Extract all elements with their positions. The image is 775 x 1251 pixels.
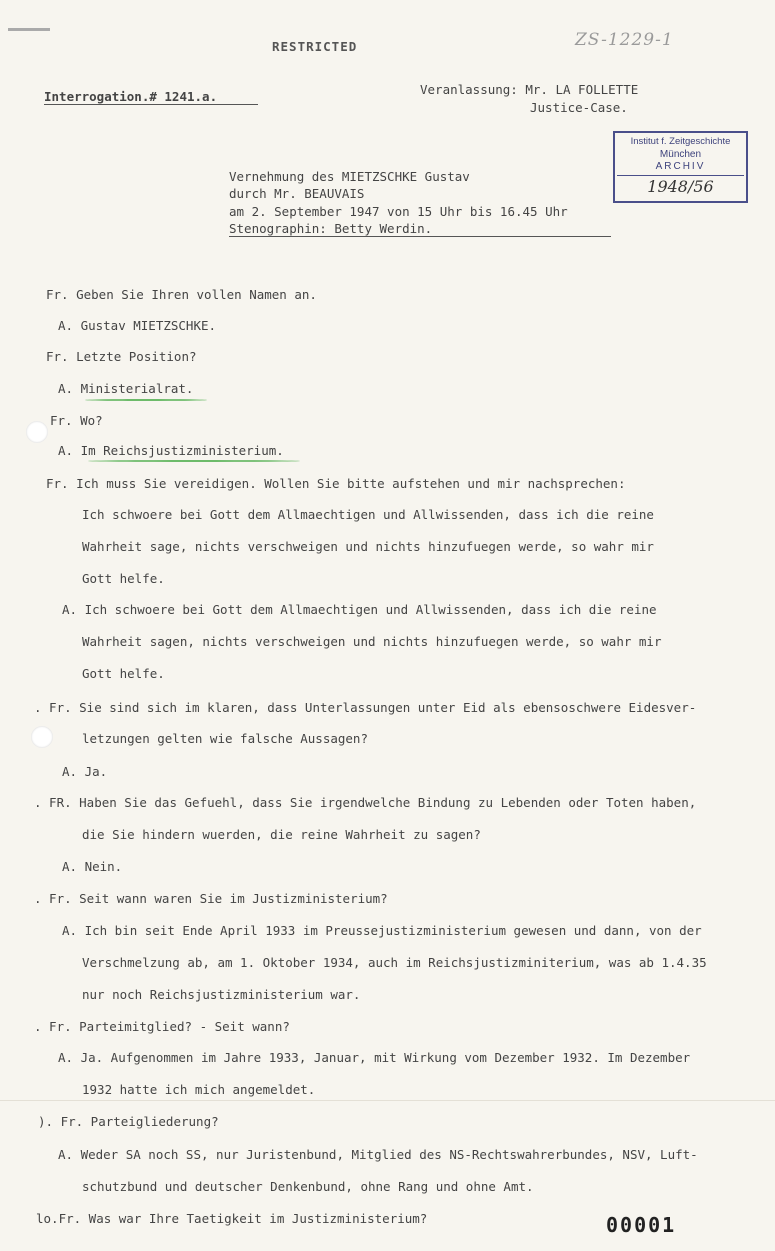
interrogation-underline (44, 104, 258, 105)
text-line: Fr. Ich muss Sie vereidigen. Wollen Sie bitte aufstehen und mir nachsprechen: (46, 476, 626, 491)
text-line: . Fr. Sie sind sich im klaren, dass Unterlassungen unter Eid als ebensoschwere Eidesver- (34, 700, 697, 715)
text-line: A. Ja. Aufgenommen im Jahre 1933, Januar, mit Wirkung vom Dezember 1932. Im Dezember (58, 1050, 691, 1065)
text-line: . Fr. Seit wann waren Sie im Justizministerium? (34, 891, 388, 906)
text-line: Fr. Geben Sie Ihren vollen Namen an. (46, 287, 317, 302)
stamp-institute: Institut f. Zeitgeschichte (630, 136, 731, 147)
text-line: die Sie hindern wuerden, die reine Wahrheit zu sagen? (82, 827, 481, 842)
text-line: Wahrheit sage, nichts verschweigen und nichts hinzufuegen werde, so wahr mir (82, 539, 654, 554)
archive-number: ZS-1229-1 (575, 30, 674, 50)
text-line: . Fr. Parteimitglied? - Seit wann? (34, 1019, 290, 1034)
text-line: Ich schwoere bei Gott dem Allmaechtigen und Allwissenden, dass ich die reine (82, 507, 654, 522)
page-number: 00001 (606, 1213, 677, 1237)
title-line-3: am 2. September 1947 von 15 Uhr bis 16.45 Uhr (229, 204, 568, 219)
title-underline (229, 236, 611, 237)
text-line: A. Weder SA noch SS, nur Juristenbund, Mitglied des NS-Rechtswahrerbundes, NSV, Luft- (58, 1147, 698, 1162)
classification-label: RESTRICTED (272, 39, 358, 54)
scan-mark (8, 28, 50, 31)
text-line: A. Ich schwoere bei Gott dem Allmaechtigen und Allwissenden, dass ich die reine (62, 602, 657, 617)
green-underline (85, 399, 207, 401)
title-line-1: Vernehmung des MIETZSCHKE Gustav (229, 169, 470, 184)
archive-stamp (613, 131, 748, 203)
text-line: A. Ministerialrat. (58, 381, 194, 396)
text-line: Gott helfe. (82, 571, 165, 586)
text-line: A. Ich bin seit Ende April 1933 im Preussejustizministerium gewesen und dann, von der (62, 923, 702, 938)
title-line-4: Stenographin: Betty Werdin. (229, 221, 433, 236)
punch-hole (26, 421, 48, 443)
text-line: Fr. Letzte Position? (46, 349, 197, 364)
case-line: Justice-Case. (530, 100, 628, 115)
stamp-archive: ARCHIV (655, 161, 706, 172)
text-line: 1932 hatte ich mich angemeldet. (82, 1082, 316, 1097)
text-line: Fr. Wo? (50, 413, 103, 428)
stamp-city: München (659, 149, 702, 160)
text-line: Wahrheit sagen, nichts verschweigen und nichts hinzufuegen werde, so wahr mir (82, 634, 662, 649)
text-line: . FR. Haben Sie das Gefuehl, dass Sie irgendwelche Bindung zu Lebenden oder Toten haben, (34, 795, 697, 810)
text-line: nur noch Reichsjustizministerium war. (82, 987, 361, 1002)
text-line: A. Nein. (62, 859, 123, 874)
text-line: ). Fr. Parteigliederung? (38, 1114, 219, 1129)
text-line: A. Ja. (62, 764, 108, 779)
text-line: A. Gustav MIETZSCHKE. (58, 318, 217, 333)
green-underline (88, 460, 300, 462)
punch-hole (31, 726, 53, 748)
text-line: schutzbund und deutscher Denkenbund, ohne Rang und ohne Amt. (82, 1179, 534, 1194)
text-line: Verschmelzung ab, am 1. Oktober 1934, auch im Reichsjustizminiterium, was ab 1.4.35 (82, 955, 707, 970)
text-line: letzungen gelten wie falsche Aussagen? (82, 731, 368, 746)
text-line: Gott helfe. (82, 666, 165, 681)
text-line: lo.Fr. Was war Ihre Taetigkeit im Justizministerium? (36, 1211, 428, 1226)
stamp-number: 1948/56 (647, 177, 714, 196)
text-line: A. Im Reichsjustizministerium. (58, 443, 284, 458)
veranlassung-line: Veranlassung: Mr. LA FOLLETTE (420, 82, 639, 97)
interrogation-reference: Interrogation.# 1241.a. (44, 89, 218, 104)
stamp-divider (617, 175, 744, 176)
title-line-2: durch Mr. BEAUVAIS (229, 186, 365, 201)
fold-line (0, 1100, 775, 1101)
